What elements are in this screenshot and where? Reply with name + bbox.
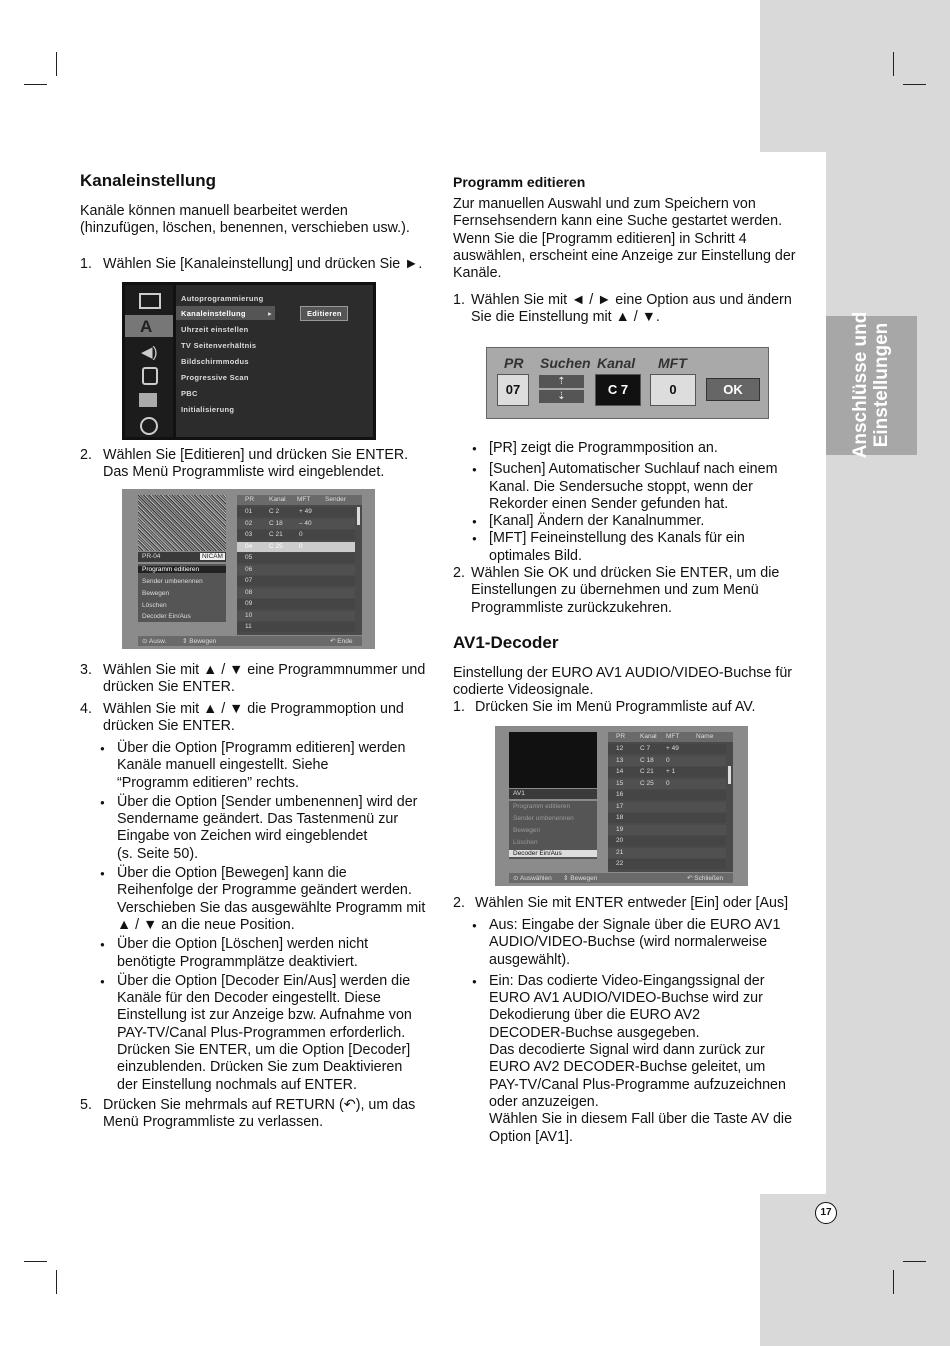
menu-item-initialisierung[interactable]: Initialisierung	[181, 405, 235, 414]
table-cell: 0	[666, 756, 670, 764]
table-cell: 0	[299, 542, 303, 550]
table-row[interactable]	[608, 859, 726, 869]
audio-icon: ◀)	[141, 344, 158, 361]
table-row[interactable]	[237, 507, 355, 517]
label-mft: MFT	[658, 355, 687, 371]
av-list-footer	[509, 873, 733, 883]
label-pr: PR	[504, 355, 524, 371]
footer-move: ⇕ Bewegen	[182, 638, 217, 645]
col-header-mft: MFT	[666, 733, 680, 740]
kanal-field[interactable]: C 7	[595, 374, 641, 406]
table-cell: C 2	[269, 508, 280, 515]
option-bullets	[117, 740, 452, 1096]
pr-field[interactable]: 07	[497, 374, 529, 406]
table-cell: C 21	[269, 531, 283, 538]
program-list-screen	[122, 489, 375, 649]
table-cell: C 25	[269, 542, 283, 550]
table-cell: 17	[616, 802, 624, 810]
av-list-screen	[495, 726, 748, 886]
menu-icon-bar	[125, 285, 173, 437]
table-row[interactable]	[237, 553, 355, 563]
table-row[interactable]	[237, 530, 355, 540]
subsection-title: Programm editieren	[453, 174, 586, 190]
editieren-button[interactable]: Editieren	[300, 306, 348, 321]
mft-field[interactable]: 0	[650, 374, 696, 406]
table-cell: 22	[616, 860, 624, 867]
av-bullets	[489, 917, 809, 1146]
table-row[interactable]	[608, 779, 726, 789]
crop-mark	[903, 84, 926, 85]
lock-icon	[142, 367, 158, 385]
av-label: AV1	[513, 790, 525, 797]
table-row[interactable]	[237, 588, 355, 598]
menu-item-pbc[interactable]: PBC	[181, 389, 198, 398]
col-header-sender: Sender	[325, 496, 346, 503]
bullet-loeschen: ● Über die Option [Löschen] werden nicht benötigte Programmplätze deaktiviert.	[117, 936, 452, 971]
section-title: Kanaleinstellung	[80, 171, 217, 190]
footer-end: ↶ Ende	[330, 638, 353, 645]
col-header-name: Name	[696, 733, 714, 740]
scrollbar[interactable]	[357, 507, 360, 525]
bullet-sender-umbenennen: ● Über die Option [Sender umbenennen] wird der Sendername geändert. Das Tastenmenü zur Eingabe von Zeichen wird eingeblendet (s. Seite 50).	[117, 794, 452, 863]
table-cell: 18	[616, 814, 624, 821]
table-row[interactable]	[237, 611, 355, 621]
table-cell: 08	[245, 588, 253, 596]
table-row[interactable]	[237, 565, 355, 575]
table-cell: 0	[666, 779, 670, 787]
disc-icon	[140, 417, 158, 435]
table-cell: 11	[245, 623, 252, 630]
col-header-pr: PR	[616, 733, 626, 740]
intro-paragraph: Kanäle können manuell bearbeitet werden (hinzufügen, löschen, benennen, verschieben usw.).	[80, 203, 410, 237]
option-sender-umbenennen[interactable]: Sender umbenennen	[513, 815, 574, 822]
menu-item-kanaleinstellung[interactable]: Kanaleinstellung	[181, 309, 246, 318]
table-cell: + 49	[299, 508, 312, 515]
table-cell: + 1	[666, 768, 676, 775]
menu-item-autoprogrammierung[interactable]: Autoprogrammierung	[181, 294, 264, 303]
table-cell: C 7	[640, 745, 651, 752]
table-row[interactable]	[608, 802, 726, 812]
table-cell: 01	[245, 508, 253, 515]
tv-icon	[139, 293, 161, 309]
page-number: 17	[815, 1202, 837, 1224]
tv-noise-preview	[138, 495, 226, 551]
av-table	[608, 732, 733, 872]
right-intro: Zur manuellen Auswahl und zum Speichern von Fernsehsendern kann eine Suche gestartet werden. Wenn Sie die [Programm editieren] in Schritt 4 auswählen, erscheint eine Anzeige zur Einstellung der Kanäle.	[453, 196, 796, 282]
option-programm-editieren[interactable]: Programm editieren	[513, 803, 571, 810]
crop-mark	[56, 1270, 57, 1294]
language-icon: A	[140, 317, 153, 336]
col-header-mft: MFT	[297, 496, 311, 503]
table-row[interactable]	[608, 756, 726, 766]
channel-label: PR-04	[142, 553, 161, 560]
table-cell: – 40	[299, 519, 312, 527]
option-programm-editieren[interactable]: Programm editieren	[138, 566, 226, 573]
option-loeschen[interactable]: Löschen	[513, 839, 538, 846]
table-row[interactable]	[608, 790, 726, 800]
col-header-kanal: Kanal	[269, 496, 286, 503]
option-decoder[interactable]: Decoder Ein/Aus	[509, 850, 597, 857]
black-preview	[509, 732, 597, 788]
table-cell: 20	[616, 837, 624, 844]
table-cell: 07	[245, 577, 253, 584]
option-sender-umbenennen[interactable]: Sender umbenennen	[142, 578, 203, 585]
menu-item-progressive-scan[interactable]: Progressive Scan	[181, 373, 249, 382]
bullet-suchen: ● [Suchen] Automatischer Suchlauf nach einem Kanal. Die Sendersuche stoppt, wenn der Rekorder einen Sender gefunden hat.	[489, 461, 809, 513]
label-suchen: Suchen	[540, 355, 591, 371]
scrollbar[interactable]	[728, 766, 731, 784]
nicam-badge: NICAM	[202, 553, 223, 560]
table-cell: 19	[616, 825, 624, 833]
label-kanal: Kanal	[597, 355, 636, 371]
table-row[interactable]	[237, 542, 355, 552]
crop-mark	[893, 52, 894, 76]
setup-menu-screen	[122, 282, 376, 440]
program-edit-box	[486, 347, 769, 419]
table-cell: C 21	[640, 768, 654, 775]
table-cell: 09	[245, 600, 253, 607]
table-row[interactable]	[237, 576, 355, 586]
table-row[interactable]	[608, 813, 726, 823]
table-cell: + 49	[666, 745, 679, 752]
crop-mark	[893, 1270, 894, 1294]
table-cell: 13	[616, 756, 624, 764]
av-options	[509, 801, 597, 859]
footer-move: ⇕ Bewegen	[563, 875, 598, 882]
table-cell: 05	[245, 554, 253, 561]
crop-mark	[24, 1261, 47, 1262]
table-cell: 21	[616, 848, 624, 856]
table-row[interactable]	[608, 836, 726, 846]
table-cell: C 25	[640, 779, 654, 787]
bullet-programm-editieren: ● Über die Option [Programm editieren] werden Kanäle manuell eingestellt. Siehe “Programm editieren” rechts.	[117, 740, 452, 792]
table-cell: 04	[245, 542, 253, 550]
search-up-button[interactable]: ⇡	[539, 375, 584, 388]
footer-close: ↶ Schließen	[687, 875, 724, 882]
program-list-footer	[138, 636, 362, 646]
option-bewegen[interactable]: Bewegen	[513, 827, 541, 834]
bullet-ein: ● Ein: Das codierte Video-Eingangssignal der EURO AV1 AUDIO/VIDEO-Buchse wird zur Dekodierung über die EURO AV2 DECODER-Buchse ausgegeben. Das decodierte Signal wird dann zurück zur EURO AV2 DECODER-Buchse geleitet, um PAY-TV/Canal Plus-Programme aufzuzeichnen oder anzuzeigen. Wählen Sie in diesem Fall über die Taste AV die Option [AV1].	[489, 973, 809, 1146]
table-cell: 0	[299, 531, 303, 538]
crop-mark	[24, 84, 47, 85]
crop-mark	[903, 1261, 926, 1262]
table-cell: 16	[616, 791, 624, 798]
ok-button[interactable]: OK	[706, 378, 760, 401]
table-row[interactable]	[608, 848, 726, 858]
menu-item-uhrzeit[interactable]: Uhrzeit einstellen	[181, 325, 249, 334]
table-row[interactable]	[237, 622, 355, 632]
bullet-mft: ● [MFT] Feineinstellung des Kanals für ein optimales Bild.	[489, 530, 809, 565]
option-decoder[interactable]: Decoder Ein/Aus	[142, 613, 191, 620]
table-row[interactable]	[237, 599, 355, 609]
film-icon	[139, 393, 157, 407]
table-row[interactable]	[237, 519, 355, 529]
av-intro: Einstellung der EURO AV1 AUDIO/VIDEO-Buchse für codierte Videosignale.	[453, 665, 793, 699]
search-down-button[interactable]: ⇣	[539, 390, 584, 403]
bullet-decoder: ● Über die Option [Decoder Ein/Aus] werden die Kanäle für den Decoder eingestellt. Diese Einstellung ist zur Anzeige bzw. Aufnahme von PAY-TV/Canal Plus-Programmen erforderlich. Drücken Sie ENTER, um die Option [Decoder] einzublenden. Drücken Sie zum Deaktivieren der Einstellung nochmals auf ENTER.	[117, 973, 452, 1094]
edit-box-bullets	[489, 440, 809, 565]
table-row[interactable]	[608, 825, 726, 835]
table-cell: 06	[245, 565, 253, 573]
table-cell: 12	[616, 745, 624, 752]
table-cell: C 18	[269, 519, 283, 527]
table-cell: 03	[245, 531, 253, 538]
menu-item-bildschirmmodus[interactable]: Bildschirmmodus	[181, 357, 249, 366]
bullet-aus: ● Aus: Eingabe der Signale über die EURO AV1 AUDIO/VIDEO-Buchse (wird normalerweise ausgewählt).	[489, 917, 809, 969]
table-cell: C 18	[640, 756, 654, 764]
table-cell: 14	[616, 768, 624, 775]
option-loeschen[interactable]: Löschen	[142, 602, 167, 609]
bullet-bewegen: ● Über die Option [Bewegen] kann die Reihenfolge der Programme geändert werden. Verschieben Sie das ausgewählte Programm mit ▲ / ▼ an die neue Position.	[117, 865, 452, 934]
bullet-pr: ● [PR] zeigt die Programmposition an.	[489, 440, 809, 457]
option-bewegen[interactable]: Bewegen	[142, 590, 170, 597]
bullet-kanal: ● [Kanal] Ändern der Kanalnummer.	[489, 513, 809, 530]
col-header-pr: PR	[245, 496, 255, 503]
av-decoder-title: AV1-Decoder	[453, 633, 559, 652]
program-options	[138, 564, 226, 622]
table-row[interactable]	[608, 744, 726, 754]
footer-select: ⊙ Ausw.	[142, 638, 167, 645]
section-tab-label: Anschlüsse und Einstellungen	[850, 311, 892, 459]
submenu-arrow-icon: ▸	[268, 309, 273, 318]
table-cell: 15	[616, 779, 624, 787]
footer-select: ⊙ Auswählen	[513, 875, 552, 882]
table-cell: 10	[245, 611, 253, 619]
col-header-kanal: Kanal	[640, 733, 657, 740]
table-row[interactable]	[608, 767, 726, 777]
table-cell: 02	[245, 519, 253, 527]
menu-item-tv-seitenverhaeltnis[interactable]: TV Seitenverhältnis	[181, 341, 257, 350]
crop-mark	[56, 52, 57, 76]
program-table	[237, 495, 362, 635]
